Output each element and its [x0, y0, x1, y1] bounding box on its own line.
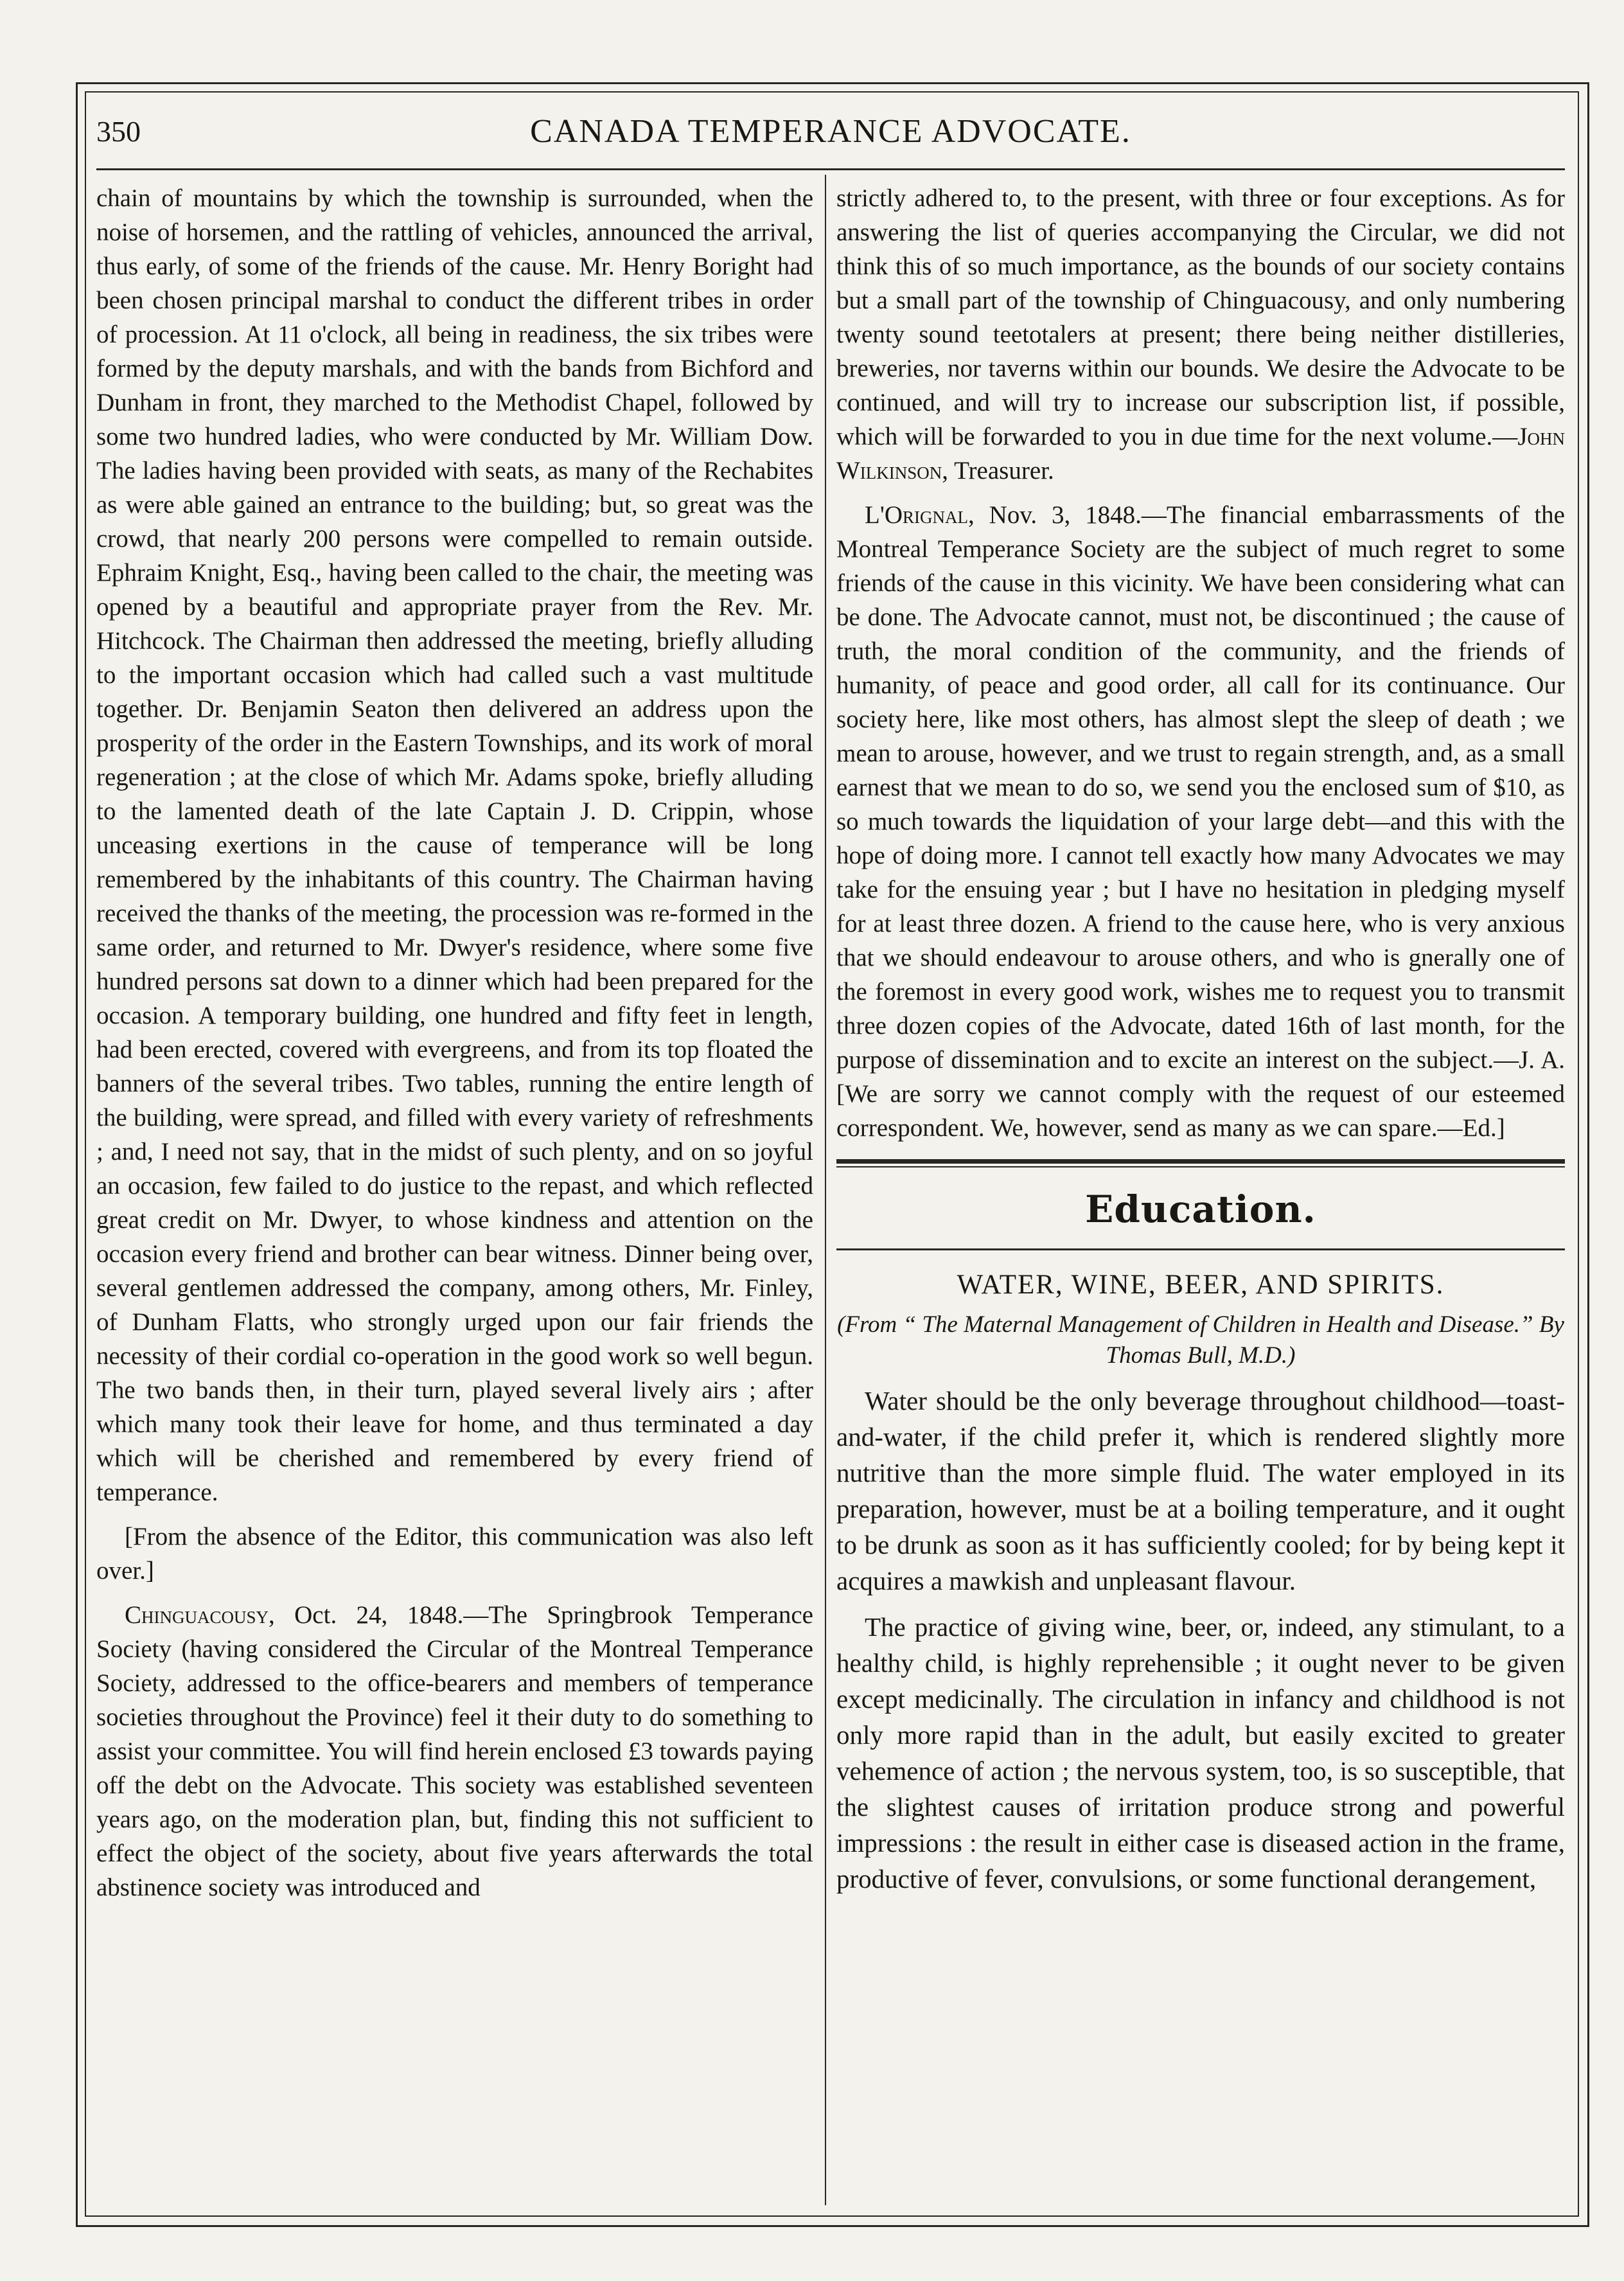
signature-title: , Treasurer.	[942, 457, 1054, 484]
section-title: Education.	[1085, 1187, 1316, 1231]
signature-name: John Wilkinson	[836, 423, 1565, 484]
editor-note: [From the absence of the Editor, this communication was also left over.]	[96, 1523, 813, 1584]
left-column	[96, 181, 813, 2199]
header-rule	[96, 168, 1565, 170]
letter2-body: , Nov. 3, 1848.—The financial embarrassments of the Montreal Temperance Society are the subject of much regret to some friends of the cause in this vicinity. We have been considering what can be done. The Advocate cannot, must not, be discontinued ; the cause of truth, the moral condition of the community, and the friends of humanity, of peace and good order, all call for its continuance. Our society here, like most others, has almost slept the sleep of death ; we mean to arouse, however, and we trust to regain strength, and, as a small earnest that we mean to do so, we send you the enclosed sum of $10, as so much towards the liquidation of your large debt—and this with the hope of doing more. I cannot tell exactly how many Advocates we may take for the ensuing year ; but I have no hesitation in pledging myself for at least three dozen. A friend to the cause here, who is very anxious that we should endeavour to arouse others, and who is gnerally one of the foremost in every good work, wishes me to request you to transmit three dozen copies of the Advocate, dated 16th of last month, for the purpose of dissemination and to excite an interest on the subject.—J. A. [We are sorry we cannot comply with the request of our esteemed correspondent. We, however, send as many as we can spare.—Ed.]	[836, 501, 1565, 1142]
letter2-place: L'Orignal	[865, 501, 969, 529]
lorignal-letter	[836, 498, 1565, 1145]
page-number: 350	[96, 115, 141, 148]
education-paragraph-1: Water should be the only beverage throughout childhood—toast-and-water, if the child prefer it, which is rendered slightly more nutritive than the more simple fluid. The water employed in its preparation, however, must be at a boiling temperature, and it ought to be drunk as soon as it has sufficiently cooled; for by being kept it acquires a mawkish and unpleasant flavour.	[836, 1386, 1565, 1595]
chinguacousy-letter	[96, 1598, 813, 1904]
letter-continuation-text: strictly adhered to, to the present, with three or four exceptions. As for answering the list of queries accompanying the Circular, we did not think this of so much importance, as the bounds of our society contains but a small part of the township of Chinguacousy, and only numbering twenty sound teetotalers at present; there being neither distilleries, breweries, nor taverns within our bounds. We desire the Advocate to be continued, and will try to increase our subscription list, if possible, which will be forwarded to you in due time for the next volume.—	[836, 184, 1565, 450]
letter-place: Chinguacousy	[125, 1601, 269, 1629]
section-rule-thick	[836, 1159, 1565, 1164]
education-paragraph-2: The practice of giving wine, beer, or, indeed, any stimulant, to a healthy child, is highly reprehensible ; it ought never to be given except medicinally. The circulation in infancy and childhood is not only more rapid than in the adult, but easily excited to greater vehemence of action ; the nervous system, too, is so susceptible, that the slightest causes of irritation produce strong and powerful impressions : the result in either case is diseased action in the frame, productive of fever, convulsions, or some functional derangement,	[836, 1612, 1565, 1894]
journal-title: CANADA TEMPERANCE ADVOCATE.	[530, 113, 1131, 150]
letter-body: , Oct. 24, 1848.—The Springbrook Temperance Society (having considered the Circular of the Montreal Temperance Society, addressed to the office-bearers and members of temperance societies throughout the Province) feel it their duty to do something to assist your committee. You will find herein enclosed £3 towards paying off the debt on the Advocate. This society was established seventeen years ago, on the moderation plan, but, finding this not sufficient to effect the object of the society, about five years afterwards the total abstinence society was introduced and	[96, 1601, 813, 1901]
section-title-rule	[836, 1248, 1565, 1250]
article-title: WATER, WINE, BEER, AND SPIRITS.	[957, 1270, 1445, 1300]
rechabite-report-text: chain of mountains by which the township is surrounded, when the noise of horsemen, and the rattling of vehicles, announced the arrival, thus early, of some of the friends of the cause. Mr. Henry Boright had been chosen principal marshal to conduct the different tribes in order of procession. At 11 o'clock, all being in readiness, the six tribes were formed by the deputy marshals, and with the bands from Bichford and Dunham in front, they marched to the Methodist Chapel, followed by some two hundred ladies, who were conducted by Mr. William Dow. The ladies having been provided with seats, as many of the Rechabites as were able gained an entrance to the building; but, so great was the crowd, that nearly 200 persons were compelled to remain outside. Ephraim Knight, Esq., having been called to the chair, the meeting was opened by a beautiful and appropriate prayer from the Rev. Mr. Hitchcock. The Chairman then addressed the meeting, briefly alluding to the important occasion which had called such a vast multitude together. Dr. Benjamin Seaton then delivered an address upon the prosperity of the order in the Eastern Townships, and its work of moral regeneration ; at the close of which Mr. Adams spoke, briefly alluding to the lamented death of the late Captain J. D. Crippin, whose unceasing exertions in the cause of temperance will be long remembered by the inhabitants of this country. The Chairman having received the thanks of the meeting, the procession was re-formed in the same order, and returned to Mr. Dwyer's residence, where some five hundred persons sat down to a dinner which had been prepared for the occasion. A temporary building, one hundred and fifty feet in length, had been erected, covered with evergreens, and from its top floated the banners of the several tribes. Two tables, running the entire length of the building, were spread, and filled with every variety of refreshments ; and, I need not say, that in the midst of such plenty, and on so joyful an occasion, few failed to do justice to the repast, and which reflected great credit on Mr. Dwyer, to whose kindness and attention on the occasion every friend and brother can bear witness. Dinner being over, several gentlemen addressed the company, among others, Mr. Finley, of Dunham Flatts, who strongly urged upon our fair friends the necessity of their cordial co-operation in the good work so well begun. The two bands then, in their turn, played several lively airs ; after which many took their leave for home, and thus terminated a day which will be cherished and remembered by every friend of temperance.	[96, 184, 813, 1506]
letter-continuation	[836, 181, 1565, 488]
column-divider	[825, 175, 826, 2205]
section-rule-thin	[836, 1166, 1565, 1167]
page-header	[96, 109, 1565, 161]
right-column	[836, 181, 1565, 2199]
article-source: (From “ The Maternal Management of Children in Health and Disease.” By Thomas Bull, M.D.)	[837, 1311, 1564, 1369]
